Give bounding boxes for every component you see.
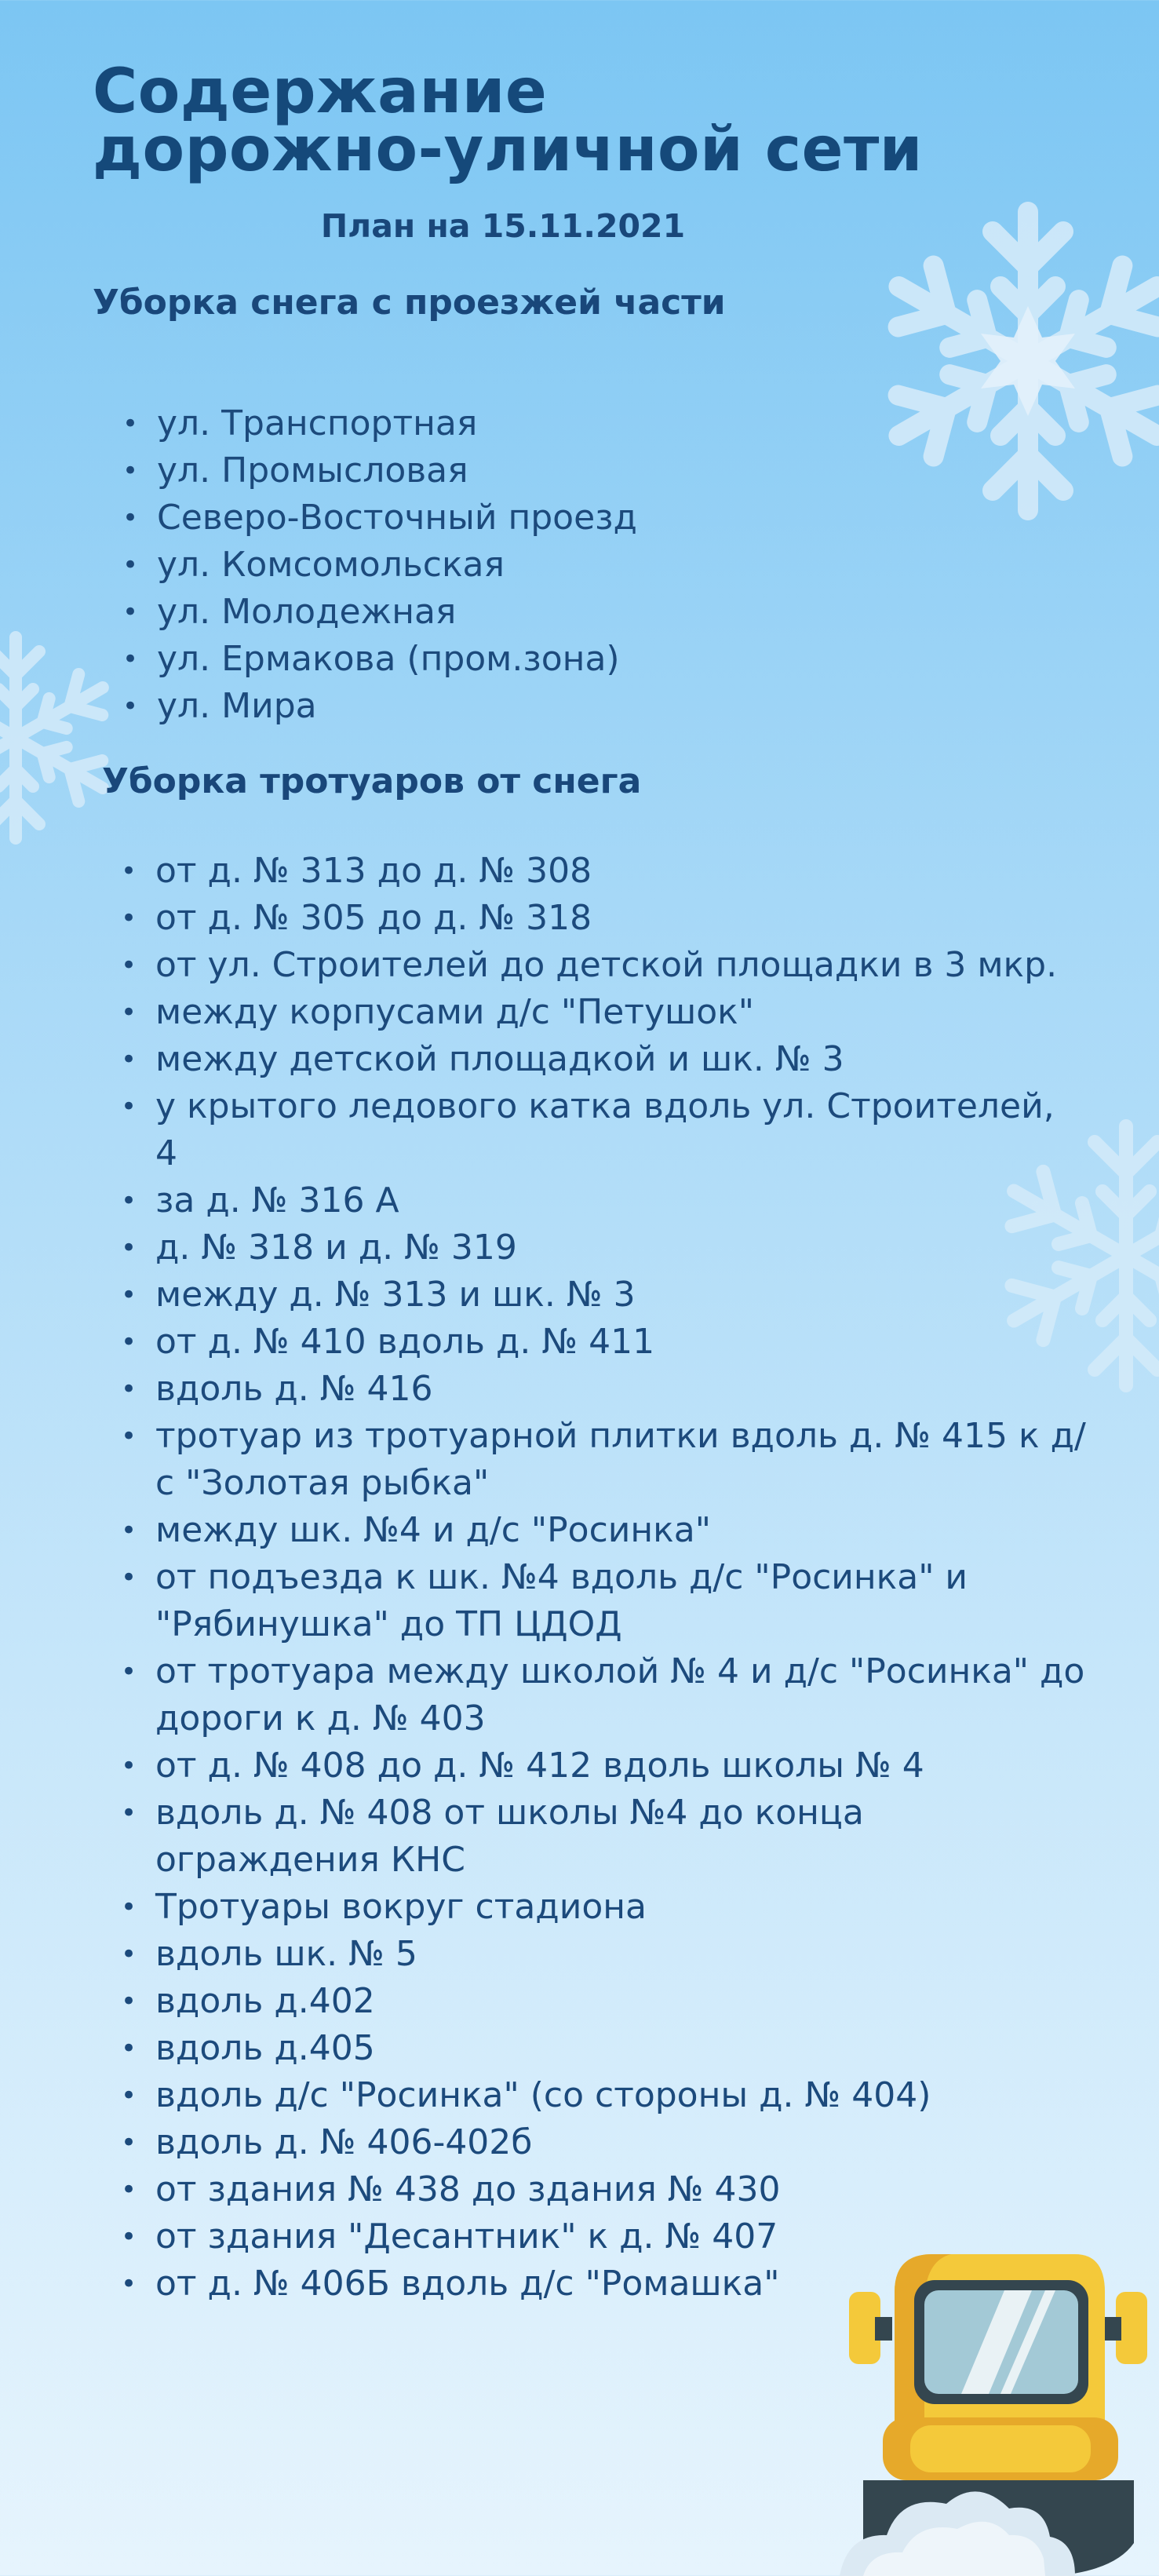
list-item: • от тротуара между школой № 4 и д/с "Росинка" до дороги к д. № 403: [121, 1648, 1086, 1742]
list-item: • между шк. №4 и д/с "Росинка": [121, 1507, 1086, 1554]
list-item: • за д. № 316 А: [121, 1177, 1086, 1224]
list-item: • ул. Ермакова (пром.зона): [122, 636, 907, 683]
list-item: • от ул. Строителей до детской площадки в 3 мкр.: [121, 942, 1086, 989]
snowflake-icon: [0, 628, 126, 848]
list-item: • между детской площадкой и шк. № 3: [121, 1036, 1086, 1083]
list-item: • у крытого ледового катка вдоль ул. Строителей, 4: [121, 1083, 1086, 1177]
title-line-2: дорожно-уличной сети: [93, 115, 923, 185]
list-item: • от д. № 313 до д. № 308: [121, 848, 1086, 895]
sidewalk-list: [121, 848, 1086, 2308]
list-item: • ул. Мира: [122, 683, 907, 730]
list-item: • вдоль д. № 416: [121, 1366, 1086, 1413]
list-item: • д. № 318 и д. № 319: [121, 1224, 1086, 1272]
list-item: • ул. Промысловая: [122, 447, 907, 494]
page-title: [93, 57, 923, 185]
list-item: • от подъезда к шк. №4 вдоль д/с "Росинка" и "Рябинушка" до ТП ЦДОД: [121, 1554, 1086, 1648]
sidewalk-section-heading: Уборка тротуаров от снега: [102, 761, 642, 801]
list-item: • вдоль д.405: [121, 2025, 1086, 2072]
plan-date: План на 15.11.2021: [320, 207, 686, 245]
list-item: • Северо-Восточный проезд: [122, 494, 907, 542]
list-item: • от д. № 305 до д. № 318: [121, 895, 1086, 942]
list-item: • Тротуары вокруг стадиона: [121, 1884, 1086, 1931]
list-item: • тротуар из тротуарной плитки вдоль д. № 415 к д/с "Золотая рыбка": [121, 1413, 1086, 1507]
list-item: • от д. № 410 вдоль д. № 411: [121, 1319, 1086, 1366]
title-line-1: Содержание: [93, 57, 548, 127]
list-item: • ул. Молодежная: [122, 589, 907, 636]
list-item: • от здания "Десантник" к д. № 407: [121, 2213, 1086, 2260]
list-item: • ул. Комсомольская: [122, 542, 907, 589]
road-section-heading: Уборка снега с проезжей части: [93, 283, 726, 323]
list-item: • от д. № 406Б вдоль д/с "Ромашка": [121, 2260, 1086, 2308]
list-item: • вдоль шк. № 5: [121, 1931, 1086, 1978]
list-item: • между корпусами д/с "Петушок": [121, 989, 1086, 1036]
snowflake-icon: [863, 196, 1159, 526]
list-item: • от д. № 408 до д. № 412 вдоль школы № 4: [121, 1742, 1086, 1790]
road-list: [122, 400, 907, 730]
list-item: • вдоль д. № 406-402б: [121, 2119, 1086, 2166]
list-item: • вдоль д.402: [121, 1978, 1086, 2025]
list-item: • между д. № 313 и шк. № 3: [121, 1272, 1086, 1319]
list-item: • вдоль д. № 408 от школы №4 до конца ограждения КНС: [121, 1790, 1086, 1884]
list-item: • ул. Транспортная: [122, 400, 907, 447]
list-item: • вдоль д/с "Росинка" (со стороны д. № 404): [121, 2072, 1086, 2119]
list-item: • от здания № 438 до здания № 430: [121, 2166, 1086, 2213]
